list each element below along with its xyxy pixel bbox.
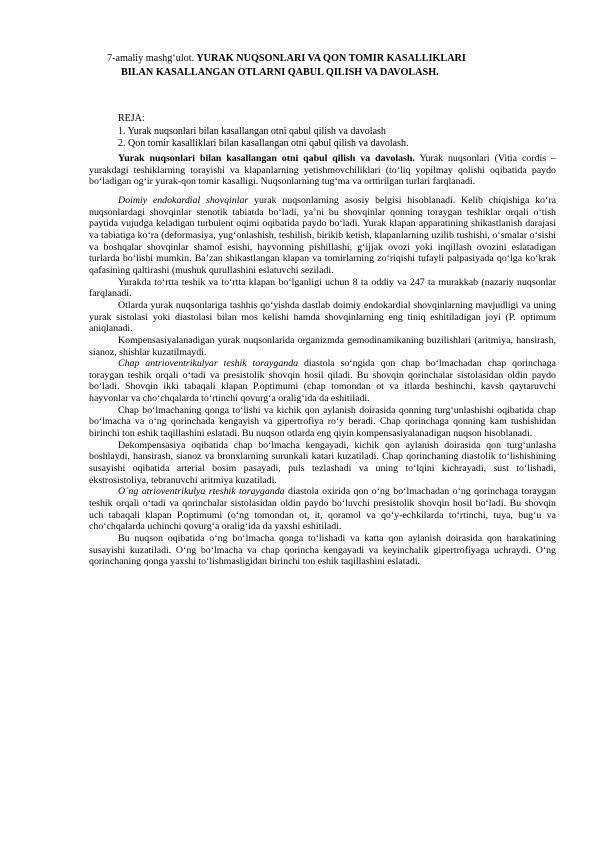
plan-label: REJA: (118, 113, 145, 124)
paragraph-text: Dekompensasiya oqibatida chap bo‘lmacha kengayadi, kichik qon aylanish doirasida qon turg‘unlasha boshlaydi, hansirash, sianoz va bronxlarning surunkali katari kuzatiladi. Chap qorinchaning diastolik to‘lishishining susayishi oqibatida arterial bosim pasayadi, puls tezlashadi va uning to‘lqini kichrayadi, sust to‘lishadi, ekstrosistoliya, tebranuvchi aritmiya kuzatiladi. (89, 439, 556, 486)
paragraph (89, 277, 556, 300)
paragraph-term: Chap antrioventrikulyar teshik torayganda (118, 358, 299, 370)
paragraph (89, 335, 556, 358)
title-line-2 (107, 66, 557, 80)
paragraph-text: Bu nuqson oqibatida o‘ng bo‘lmacha qonga to‘lishadi va katta qon aylanish doirasida qon harakatining susayishi kuzatiladi. O‘ng bo‘lmacha va chap qorincha kengayadi va keyinchalik gipertrofiyaga uchraydi. O‘ng qorinchaning qonga yaxshi to‘lishmasligidan birinchi ton eshik taqillashini eslatadi. (89, 533, 556, 568)
paragraph (89, 533, 556, 568)
title-prefix: 7-amaliy mashg‘ulot. (107, 53, 195, 64)
paragraph (89, 195, 556, 277)
paragraph (89, 440, 556, 487)
paragraph-text: Chap bo‘lmachaning qonga to‘lishi va kichik qon aylanish doirasida qonning turg‘unlashishi oqibatida chap bo‘lmacha va o‘ng qorinchada kengayish va gipertrofiya ro‘y beradi. Chap qorinchaga qonning kam tushishidan birinchi ton eshik taqillashini eslatadi. Bu nuqson otlarda eng qiyin kompensasiyalanadigan nuqson hisoblanadi. (89, 404, 556, 440)
paragraph (89, 300, 556, 335)
paragraph-text: diastola oxirida qon o‘ng bo‘lmachadan o‘ng qorinchaga toraygan teshik orqali o‘tadi va qorinchalar sistolasidan oldin paydo bo‘luvchi presistolik shovqin hosil bo‘ladi. Bu shovqin uch tabaqali klapan P.optimumi (o‘ng tomondan ot, it, qoramol va qo‘y-echkilarda to‘rtinchi, tuya, bug‘u va cho‘chqalarda uchinchi qovurg‘a oralig‘ida da yaxshi eshitiladi. (89, 486, 556, 533)
title-bold-1: YURAK NUQSONLARI VA QON TOMIR KASALLIKLARI (194, 53, 466, 64)
title-bold-2: BILAN KASALLANGAN OTLARNI QABUL QILISH VA DAVOLASH. (121, 67, 439, 78)
title-line-1 (107, 52, 557, 66)
paragraph-text: diastola so‘ngida qon chap bo‘lmachadan chap qorinchaga toraygan teshik orqali o‘tadi va presistolik shovqin hosil qiladi. Bu shovqin qorinchalar sistolasidan oldin paydo bo‘ladi. Shovqin ikki tabaqali klapan P.optimumi (chap tomondan ot va itlarda beshinchi, kavsh qaytaruvchi hayvonlar va cho‘chqalarda to‘rtinchi qovurg‘a oralig‘ida da eshitiladi. (89, 358, 556, 405)
plan-item: 2. Qon tomir kasalliklari bilan kasallangan otni qabul qilish va davolash. (118, 138, 409, 150)
plan-item: 1. Yurak nuqsonlari bilan kasallangan otni qabul qilish va davolash (118, 125, 386, 137)
paragraph-term: Doimiy endokardial shovqinlar (118, 194, 249, 206)
document-title (107, 52, 557, 80)
paragraph (89, 405, 556, 440)
paragraph (89, 153, 556, 188)
plan-section (118, 113, 409, 151)
paragraph-text: yurak nuqsonlarning asosiy belgisi hisoblanadi. Kelib chiqishiga ko‘ra nuqsonlardagi shovqinlar stenotik tabiatda bo‘ladi, ya’ni bu shovqinlar qonning toraygan teshiklar orqali o‘tish paytida vujudga keladigan turbulent oqimi oqibatida paydo bo‘ladi. Yurak klapan apparatining shikastlanish darajasi va tabiatiga ko‘ra (deformasiya, yug‘onlashish, teshilish, birikib ketish, klapanlarning uzilib tushishi, o‘smalar o‘sishi va boshqalar shovqinlar shamol esishi, hayvonning pishillashi, g‘ijjak ovozi yoki inqillash ovozini eslatadigan turlarda bo‘lishi mumkin. Ba’zan shikastlangan klapan va tomirlarning zo‘riqishi tufayli palpasiyada qo‘lga ko‘krak qafasining qaltirashi (mushuk qurullashini eslatuvchi seziladi. (89, 194, 556, 276)
body-text (89, 153, 556, 568)
paragraph-term: O´ng atrioventrikulya rteshik torayganda (118, 486, 285, 498)
paragraph-text: Yurak nuqsonlari (Vitia cordis – yurakdagi teshiklarning torayishi va klapanlarning yetishmovchiliklari (to‘liq yopilmay qolishi oqibatida paydo bo‘ladigan og‘ir yurak-qon tomir kasalligi. Nuqsonlarning tug‘ma va orttirilgan turlari farqlanadi. (89, 153, 557, 188)
paragraph-text: Yurakda to‘rtta teshik va to‘rtta klapan bo‘lganligi uchun 8 ta oddiy va 247 ta murakkab (nazariy nuqsonlar farqlanadi. (89, 276, 556, 300)
paragraph (89, 486, 556, 533)
paragraph-text: Kompensasiyalanadigan yurak nuqsonlarida organizmda gemodinamikaning buzilishlari (aritmiya, hansirash, sianoz, shishlar kuzatilmaydi. (89, 334, 556, 358)
paragraph-text: Otlarda yurak nuqsonlariga tashhis qo‘yishda dastlab doimiy endokardial shovqinlarning mavjudligi va uning yurak sistolasi yoki diastolasi bilan mos kelishi hamda shovqinlarning eng tiniq eshitiladigan joyi (P. optimum aniqlanadi. (89, 299, 556, 335)
paragraph (89, 358, 556, 405)
paragraph-lead: Yurak nuqsonlari bilan kasallangan otni qabul qilish va davolash. (118, 153, 415, 164)
